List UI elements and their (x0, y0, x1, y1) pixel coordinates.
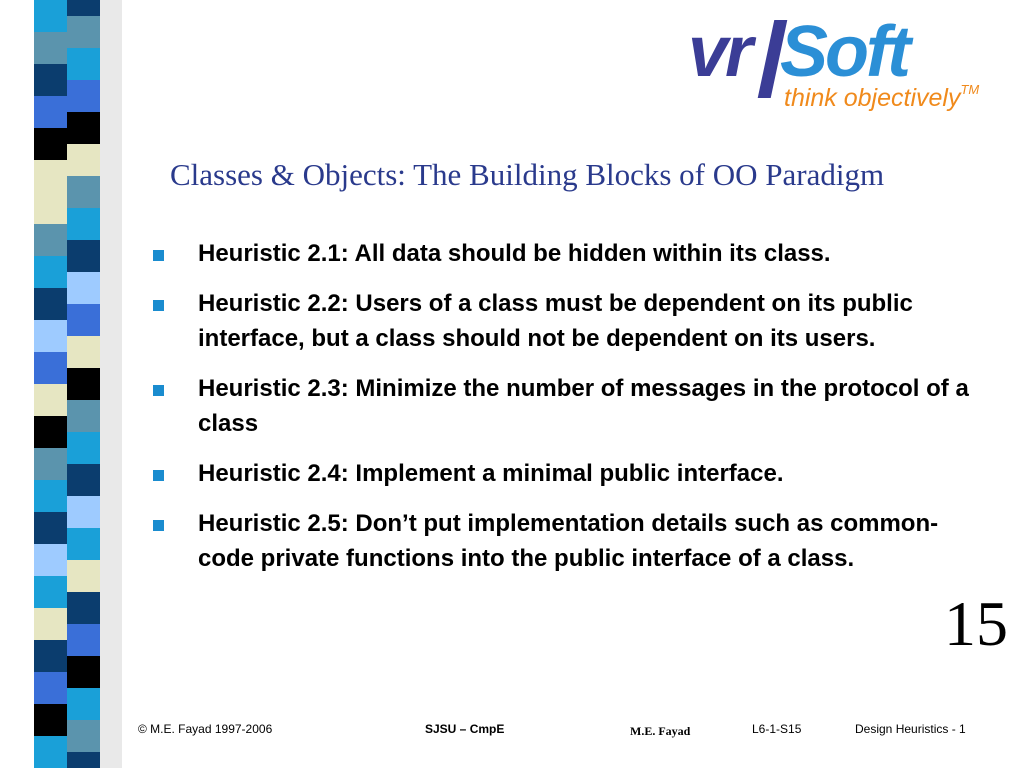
decorative-stripe (0, 0, 130, 768)
footer-slide-code: L6-1-S15 (752, 722, 802, 736)
square-bullet-icon (153, 300, 164, 311)
logo-tagline (784, 84, 979, 113)
stripe-block (67, 48, 100, 81)
bullet-item (148, 456, 978, 491)
stripe-block (34, 96, 67, 129)
stripe-block (67, 656, 100, 689)
stripe-block (67, 176, 100, 209)
stripe-block (67, 624, 100, 657)
stripe-block (34, 0, 67, 33)
stripe-block (34, 64, 67, 97)
page-number: 15 (944, 588, 1008, 659)
stripe-block (67, 528, 100, 561)
stripe-block (34, 384, 67, 417)
stripe-block (34, 608, 67, 641)
stripe-block (67, 752, 100, 768)
stripe-block (67, 272, 100, 305)
stripe-block (67, 368, 100, 401)
stripe-block (67, 240, 100, 273)
square-bullet-icon (153, 250, 164, 261)
bullet-list (148, 236, 978, 591)
bullet-text: Heuristic 2.1: All data should be hidden within its class. (198, 240, 831, 267)
logo-soft-text: Soft (780, 12, 908, 92)
stripe-block (34, 544, 67, 577)
stripe-block (34, 192, 67, 225)
bullet-item (148, 286, 978, 356)
footer-copyright: © M.E. Fayad 1997-2006 (138, 722, 273, 736)
footer-author: M.E. Fayad (630, 724, 691, 738)
stripe-block (67, 688, 100, 721)
stripe-block (67, 496, 100, 529)
stripe-block (67, 560, 100, 593)
stripe-block (34, 160, 67, 193)
stripe-block (67, 400, 100, 433)
logo-vr-text: vr (688, 12, 751, 92)
stripe-block (34, 576, 67, 609)
bullet-text: Heuristic 2.2: Users of a class must be dependent on its public interface, but a class should not be dependent on its users. (198, 290, 913, 352)
stripe-block (34, 288, 67, 321)
stripe-block (34, 640, 67, 673)
stripe-block (67, 592, 100, 625)
stripe-block (34, 736, 67, 768)
bullet-item (148, 506, 978, 576)
stripe-block (67, 80, 100, 113)
stripe-block (67, 336, 100, 369)
bullet-item (148, 236, 978, 271)
footer-course: Design Heuristics - 1 (855, 722, 966, 736)
stripe-block (67, 464, 100, 497)
stripe-block (67, 432, 100, 465)
stripe-block (34, 224, 67, 257)
logo-trademark: TM (960, 82, 980, 97)
vrsoft-logo (688, 14, 988, 124)
logo-tagline-text: think objectively (784, 84, 961, 112)
stripe-block (67, 144, 100, 177)
bullet-item (148, 371, 978, 441)
slide-title: Classes & Objects: The Building Blocks of OO Paradigm (170, 157, 885, 192)
stripe-block (34, 320, 67, 353)
stripe-shadow (100, 0, 122, 768)
bullet-text: Heuristic 2.4: Implement a minimal public interface. (198, 460, 784, 487)
stripe-block (34, 672, 67, 705)
stripe-block (34, 32, 67, 65)
bullet-text: Heuristic 2.3: Minimize the number of messages in the protocol of a class (198, 375, 969, 437)
stripe-block (34, 352, 67, 385)
square-bullet-icon (153, 385, 164, 396)
stripe-block (67, 0, 100, 17)
footer-institution: SJSU – CmpE (425, 722, 505, 736)
stripe-block (34, 512, 67, 545)
square-bullet-icon (153, 470, 164, 481)
stripe-block (34, 480, 67, 513)
stripe-block (34, 416, 67, 449)
stripe-block (67, 16, 100, 49)
stripe-block (67, 304, 100, 337)
stripe-block (34, 128, 67, 161)
square-bullet-icon (153, 520, 164, 531)
stripe-block (34, 448, 67, 481)
stripe-block (34, 256, 67, 289)
bullet-text: Heuristic 2.5: Don’t put implementation details such as common-code private functions into the public interface of a class. (198, 510, 939, 572)
stripe-block (67, 720, 100, 753)
stripe-block (67, 112, 100, 145)
stripe-block (67, 208, 100, 241)
stripe-block (34, 704, 67, 737)
